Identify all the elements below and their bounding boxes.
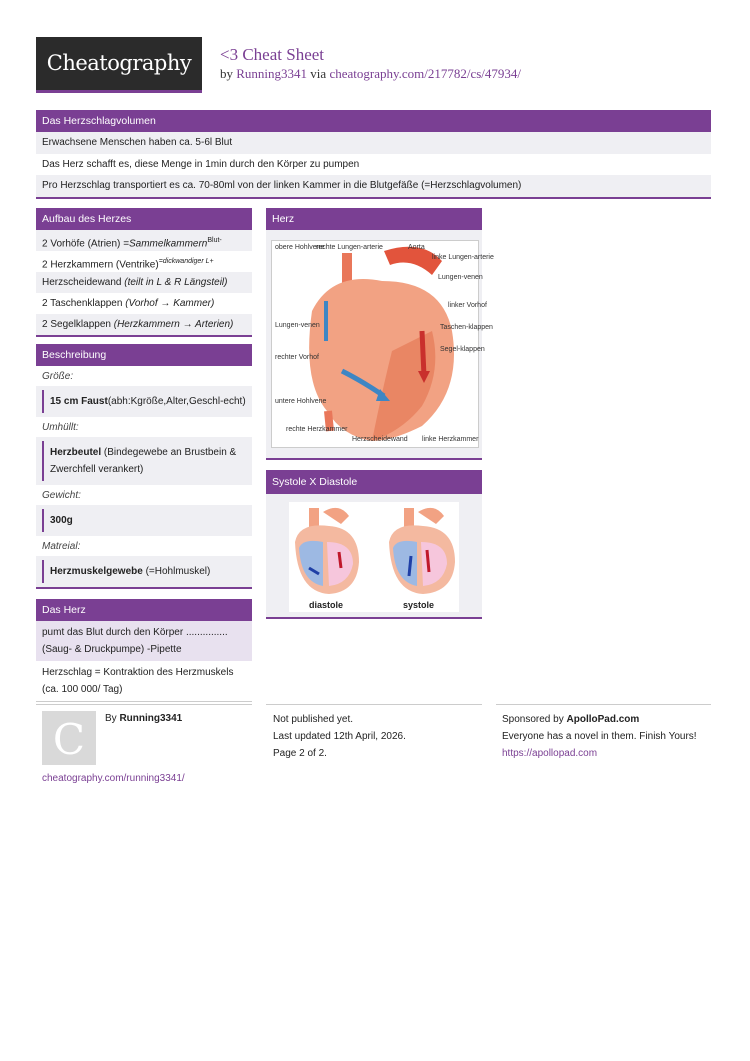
- page-number-text: Page 2 of 2.: [273, 748, 327, 759]
- item-value: [42, 509, 252, 532]
- item-bold: 15 cm Faust: [50, 396, 108, 407]
- diastole-heart: [295, 508, 359, 594]
- label-linke-lungenarterie: linke Lungen-arterie: [432, 254, 494, 261]
- list-item: [36, 314, 252, 335]
- systole-diastole-diagram: [289, 502, 459, 612]
- sponsored-by-label: Sponsored by: [502, 714, 567, 725]
- footer-author-name[interactable]: Running3341: [119, 713, 183, 724]
- footer-author: [36, 704, 252, 795]
- heart-diagram: [271, 240, 494, 448]
- item-rest: (Bindegewebe an Brustbein & Zwerchfell verankert): [50, 447, 237, 475]
- item-rest: (=Hohlmuskel): [142, 566, 211, 577]
- row-italic: (teilt in L & R Längsteil): [124, 277, 228, 288]
- byline: [220, 66, 521, 82]
- row-sup: =dickwandiger L+: [158, 258, 214, 265]
- item-bold: Herzbeutel: [50, 447, 102, 458]
- cheatography-logo[interactable]: [36, 37, 202, 93]
- label-aorta: Aorta: [408, 244, 425, 251]
- section-title: Das Herzschlagvolumen: [36, 110, 711, 132]
- section-title: Das Herz: [36, 599, 252, 621]
- section-title: Herz: [266, 208, 482, 230]
- label-lungenvenen-rechts: Lungen-venen: [275, 322, 320, 329]
- footer-status: [266, 704, 482, 775]
- item-value: [42, 390, 252, 413]
- row-italic: (Vorhof → Kammer): [125, 298, 215, 309]
- list-item: Erwachsene Menschen haben ca. 5-6l Blut: [36, 132, 711, 154]
- list-item: Das Herz schafft es, diese Menge in 1min durch den Körper zu pumpen: [42, 159, 360, 170]
- section-title: Aufbau des Herzes: [36, 208, 252, 230]
- item-label: Umhüllt:: [42, 422, 79, 433]
- page-title: <3 Cheat Sheet: [220, 45, 325, 64]
- item-label: Gewicht:: [42, 490, 81, 501]
- list-item: Herzschlag = Kontraktion des Herzmuskels (ca. 100 000/ Tag): [42, 667, 234, 695]
- row-text: 2 Segelklappen: [42, 319, 114, 330]
- row-sup: Blut-: [207, 237, 222, 244]
- section-aufbau: [36, 208, 252, 337]
- avatar-letter: C: [52, 715, 86, 764]
- section-das-herz: [36, 599, 252, 702]
- label-rechter-vorhof: rechter Vorhof: [275, 354, 319, 361]
- author-link[interactable]: Running3341: [236, 66, 308, 81]
- label-rechte-lungenarterie: rechte Lungen-arterie: [316, 244, 383, 251]
- label-lungenvenen-links: Lungen-venen: [438, 274, 483, 281]
- label-linker-vorhof: linker Vorhof: [448, 302, 487, 309]
- list-item: pumt das Blut durch den Körper ............... (Saug- & Druckpumpe) -Pipette: [36, 621, 252, 661]
- sheet-url-link[interactable]: cheatography.com/217782/cs/47934/: [329, 66, 522, 81]
- systole-label: systole: [403, 600, 435, 610]
- not-published-text: Not published yet.: [273, 714, 354, 725]
- label-herzscheidewand: Herzscheidewand: [352, 436, 408, 443]
- section-herzschlagvolumen: [36, 110, 711, 199]
- row-italic: =Sammelkammern: [123, 238, 208, 250]
- list-item: [36, 272, 252, 293]
- item-rest: (abh:Kgröße,Alter,Geschl-echt): [107, 396, 246, 407]
- byline-via: via: [310, 66, 327, 81]
- label-obere-hohlvene: obere Hohlvene: [275, 244, 325, 251]
- label-untere-hohlvene: untere Hohlvene: [275, 398, 327, 405]
- section-herz: [266, 208, 494, 460]
- label-rechte-herzkammer: rechte Herzkammer: [286, 426, 348, 433]
- sponsored-by-line: [502, 711, 711, 728]
- row-text: 2 Herzkammern (Ventrike): [42, 259, 159, 271]
- logo-text: Cheatography: [46, 51, 192, 75]
- section-beschreibung: [36, 344, 252, 589]
- item-label: Größe:: [42, 371, 74, 382]
- avatar[interactable]: [42, 711, 96, 765]
- sponsor-name[interactable]: ApolloPad.com: [566, 714, 640, 725]
- item-bold: 300g: [50, 515, 73, 526]
- byline-by: by: [220, 66, 233, 81]
- row-text: Herzscheidewand: [42, 277, 125, 288]
- label-segelklappen: Segel-klappen: [440, 346, 485, 353]
- item-bold: Herzmuskelgewebe: [50, 566, 143, 577]
- diastole-label: diastole: [309, 600, 344, 610]
- item-value: [42, 441, 252, 481]
- list-item: [36, 251, 252, 272]
- row-text: 2 Taschenklappen: [42, 298, 126, 309]
- section-title: Beschreibung: [36, 344, 252, 366]
- last-updated-text: Last updated 12th April, 2026.: [273, 731, 406, 742]
- sponsor-text: Everyone has a novel in them. Finish Yours!: [502, 731, 697, 742]
- label-taschenklappen: Taschen-klappen: [440, 324, 493, 331]
- sponsor-url[interactable]: https://apollopad.com: [502, 748, 598, 759]
- item-value: [42, 560, 252, 583]
- list-item: Pro Herzschlag transportiert es ca. 70-80ml von der linken Kammer in die Blutgefäße (=Herzschlagvolumen): [36, 175, 711, 197]
- row-italic: (Herzkammern → Arterien): [113, 319, 234, 330]
- systole-heart: [389, 508, 455, 594]
- list-item: [36, 230, 252, 251]
- footer-by-label: By: [105, 713, 117, 724]
- footer-author-url[interactable]: cheatography.com/running3341/: [42, 773, 185, 784]
- list-item: [36, 293, 252, 314]
- section-title: Systole X Diastole: [266, 470, 482, 494]
- footer-by: [105, 713, 182, 724]
- item-label: Matreial:: [42, 541, 81, 552]
- footer-sponsor: [496, 704, 711, 785]
- heart-shape: [309, 247, 454, 441]
- label-linke-herzkammer: linke Herzkammer: [422, 436, 479, 443]
- row-text: 2 Vorhöfe (Atrien): [42, 238, 124, 250]
- section-systole-diastole: [266, 470, 482, 619]
